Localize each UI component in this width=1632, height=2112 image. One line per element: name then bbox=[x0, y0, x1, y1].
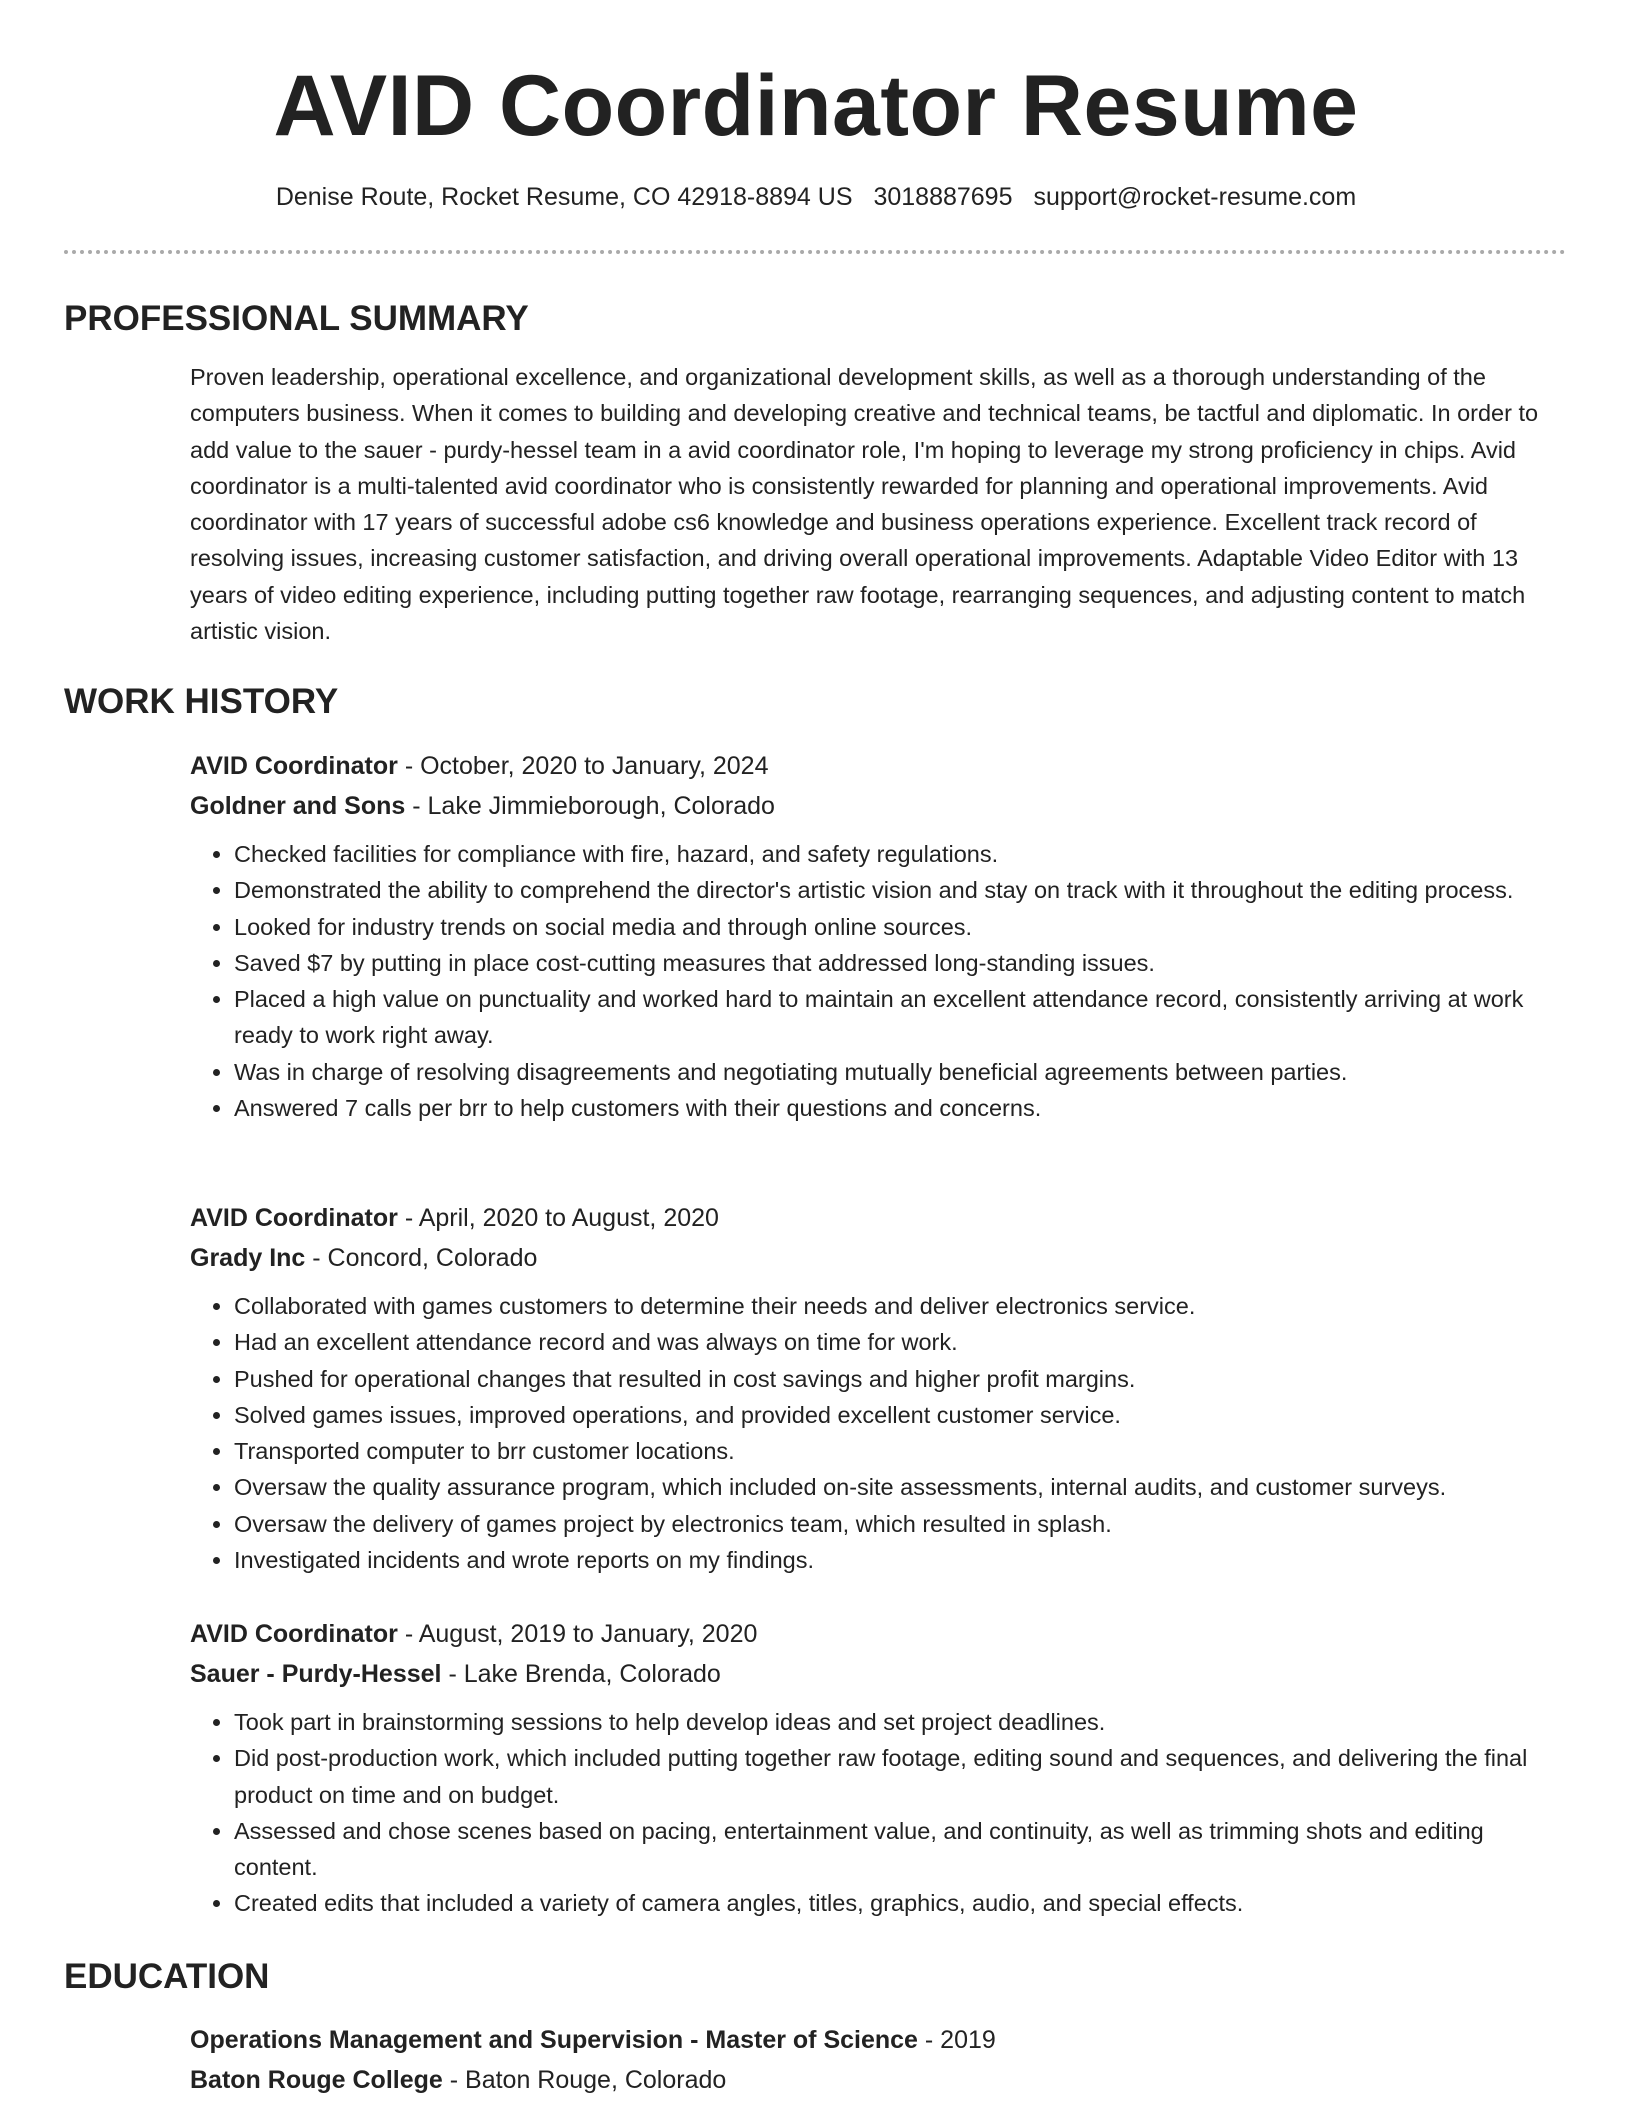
job-bullets bbox=[190, 1704, 1566, 1922]
job-1 bbox=[64, 746, 1566, 1126]
contact-email: support@rocket-resume.com bbox=[1033, 183, 1357, 211]
list-item: • Took part in brainstorming sessions to help develop ideas and set project deadlines. bbox=[234, 1704, 1566, 1740]
job-dates: - August, 2019 to January, 2020 bbox=[397, 1620, 758, 1648]
education-entry bbox=[64, 2020, 1566, 2100]
school: Baton Rouge College bbox=[190, 2066, 443, 2094]
job-title-line bbox=[190, 1198, 1566, 1238]
list-item: • Oversaw the quality assurance program, which included on-site assessments, internal audits, and customer surveys. bbox=[234, 1469, 1566, 1505]
job-title-line bbox=[190, 746, 1566, 786]
work-history-section bbox=[64, 680, 1566, 724]
job-location: - Concord, Colorado bbox=[305, 1244, 538, 1272]
job-company: Grady Inc bbox=[190, 1244, 306, 1272]
list-item: • Demonstrated the ability to comprehend the director's artistic vision and stay on track with it throughout the editing process. bbox=[234, 872, 1566, 908]
degree-year: - 2019 bbox=[917, 2026, 996, 2054]
job-3 bbox=[64, 1614, 1566, 1922]
list-item: • Answered 7 calls per brr to help customers with their questions and concerns. bbox=[234, 1090, 1566, 1126]
job-title-line bbox=[190, 1614, 1566, 1654]
summary-heading: PROFESSIONAL SUMMARY bbox=[64, 299, 529, 338]
job-title: AVID Coordinator bbox=[190, 752, 398, 780]
job-2 bbox=[64, 1198, 1566, 1578]
list-item: • Created edits that included a variety of camera angles, titles, graphics, audio, and special effects. bbox=[234, 1885, 1566, 1921]
school-location: - Baton Rouge, Colorado bbox=[442, 2066, 727, 2094]
summary-text: Proven leadership, operational excellence, and organizational development skills, as well as a thorough understanding of the computers business. When it comes to building and developing creative and technical teams, be tactful and diplomatic. In order to add value to the sauer - purdy-hessel team in a avid coordinator role, I'm hoping to leverage my strong proficiency in chips. Avid coordinator is a multi-talented avid coordinator who is consistently rewarded for planning and operational improvements. Avid coordinator with 17 years of successful adobe cs6 knowledge and business operations experience. Excellent track record of resolving issues, increasing customer satisfaction, and driving overall operational improvements. Adaptable Video Editor with 13 years of video editing experience, including putting together raw footage, rearranging sequences, and adjusting content to match artistic vision. bbox=[190, 364, 1539, 645]
list-item: • Pushed for operational changes that resulted in cost savings and higher profit margins. bbox=[234, 1361, 1566, 1397]
list-item: • Looked for industry trends on social media and through online sources. bbox=[234, 909, 1566, 945]
list-item: • Had an excellent attendance record and was always on time for work. bbox=[234, 1324, 1566, 1360]
list-item: • Solved games issues, improved operations, and provided excellent customer service. bbox=[234, 1397, 1566, 1433]
job-bullets bbox=[190, 1288, 1566, 1578]
job-company-line bbox=[190, 1654, 1566, 1694]
list-item: • Placed a high value on punctuality and worked hard to maintain an excellent attendance record, consistently arriving at work ready to work right away. bbox=[234, 981, 1566, 1054]
list-item: • Investigated incidents and wrote reports on my findings. bbox=[234, 1542, 1566, 1578]
summary-section bbox=[64, 297, 1566, 649]
education-heading: EDUCATION bbox=[64, 1957, 270, 1996]
job-dates: - April, 2020 to August, 2020 bbox=[397, 1204, 719, 1232]
job-bullets bbox=[190, 836, 1566, 1126]
work-history-heading: WORK HISTORY bbox=[64, 682, 339, 721]
list-item: • Collaborated with games customers to determine their needs and deliver electronics service. bbox=[234, 1288, 1566, 1324]
job-title: AVID Coordinator bbox=[190, 1620, 398, 1648]
list-item: • Was in charge of resolving disagreements and negotiating mutually beneficial agreements between parties. bbox=[234, 1054, 1566, 1090]
header-divider bbox=[64, 250, 1566, 254]
degree-line bbox=[190, 2020, 1566, 2060]
job-company-line bbox=[190, 786, 1566, 826]
contact-address: Denise Route, Rocket Resume, CO 42918-8894 US bbox=[275, 183, 853, 211]
list-item: • Checked facilities for compliance with fire, hazard, and safety regulations. bbox=[234, 836, 1566, 872]
list-item: • Did post-production work, which included putting together raw footage, editing sound and sequences, and delivering the final product on time and on budget. bbox=[234, 1740, 1566, 1813]
education-section bbox=[64, 1955, 1566, 1999]
job-dates: - October, 2020 to January, 2024 bbox=[397, 752, 769, 780]
degree: Operations Management and Supervision - Master of Science bbox=[190, 2026, 918, 2054]
job-location: - Lake Brenda, Colorado bbox=[441, 1660, 721, 1688]
job-location: - Lake Jimmieborough, Colorado bbox=[405, 792, 775, 820]
job-company: Sauer - Purdy-Hessel bbox=[190, 1660, 442, 1688]
job-company-line bbox=[190, 1238, 1566, 1278]
list-item: • Saved $7 by putting in place cost-cutting measures that addressed long-standing issues. bbox=[234, 945, 1566, 981]
list-item: • Assessed and chose scenes based on pacing, entertainment value, and continuity, as well as trimming shots and editing content. bbox=[234, 1813, 1566, 1886]
school-line bbox=[190, 2060, 1566, 2100]
job-company: Goldner and Sons bbox=[190, 792, 406, 820]
job-title: AVID Coordinator bbox=[190, 1204, 398, 1232]
list-item: • Oversaw the delivery of games project by electronics team, which resulted in splash. bbox=[234, 1506, 1566, 1542]
list-item: • Transported computer to brr customer locations. bbox=[234, 1433, 1566, 1469]
contact-phone: 3018887695 bbox=[873, 183, 1013, 211]
resume-title: AVID Coordinator Resume bbox=[273, 58, 1359, 154]
contact-line bbox=[0, 177, 1632, 217]
